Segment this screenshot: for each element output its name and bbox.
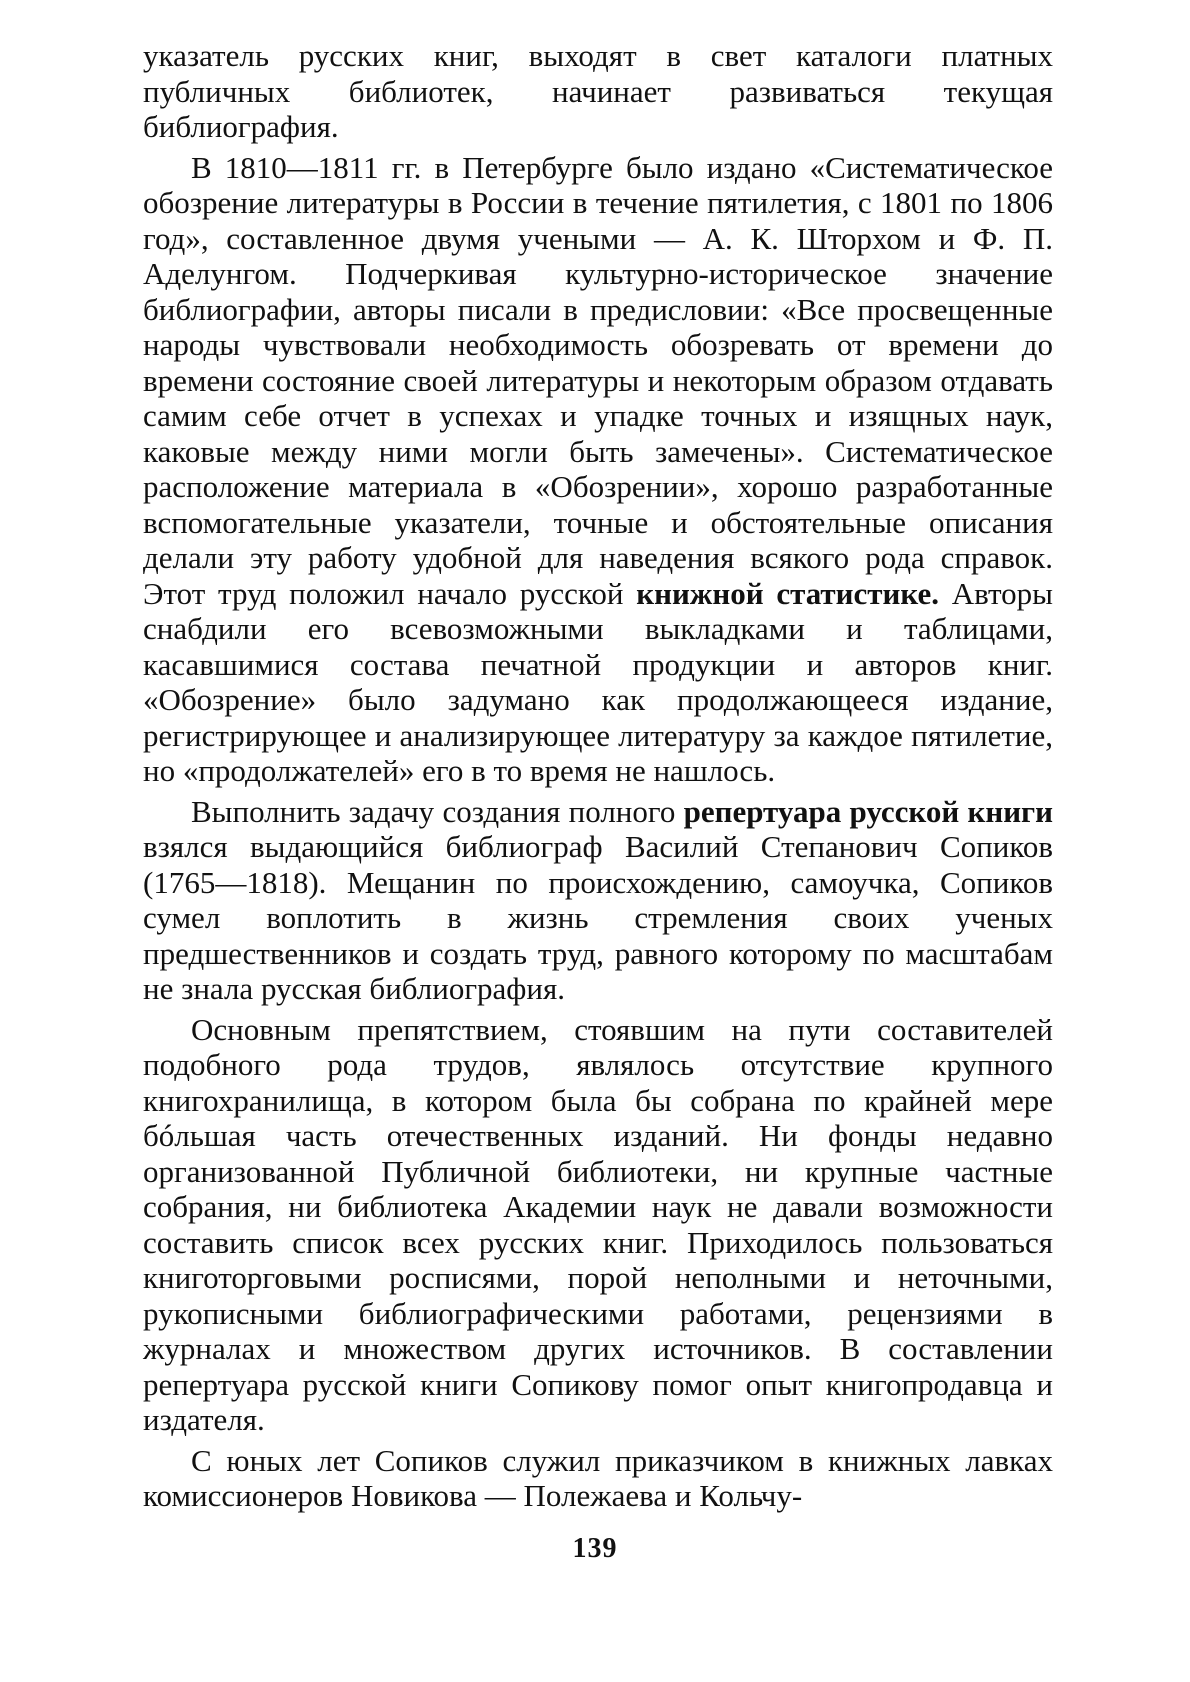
text-segment: Основным препятствием, стоявшим на пути составителей подобного рода трудов, являлось отсутствие крупного книгохранилища, в котором была бы собрана по крайней мере бóльшая часть отечественных изданий. Ни фонды недавно организованной Публичной библиотеки, ни крупные частные собрания, ни библиотека Академии наук не давали возможности составить список всех русских книг. Приходилось пользоваться книготорговыми росписями, порой неполными и неточными, рукописными библиографическими работами, рецензиями в журналах и множеством других источников. В составлении репертуара русской книги Сопикову помог опыт книгопродавца и издателя. — [143, 1011, 1053, 1437]
bold-term-repertoire: репертуара русской книги — [683, 793, 1053, 829]
paragraph-5 — [143, 1443, 1053, 1514]
text-segment: В 1810—1811 гг. в Петербурге было издано «Систематическое обозрение литературы в России в течение пятилетия, с 1801 по 1806 год», составленное двумя учеными — А. К. Шторхом и Ф. П. Аделунгом. Подчеркивая культурно-историческое значение библиографии, авторы писали в предисловии: «Все просвещенные народы чувствовали необходимость обозревать от времени до времени состояние своей литературы и некоторым образом отдавать самим себе отчет в успехах и упадке точных и изящных наук, каковые между ними могли быть замечены». Систематическое расположение материала в «Обозрении», хорошо разработанные вспомогательные указатели, точные и обстоятельные описания делали эту работу удобной для наведения всякого рода справок. Этот труд положил начало русской — [143, 149, 1053, 611]
paragraph-2 — [143, 150, 1053, 789]
text-segment: Выполнить задачу создания полного — [191, 793, 684, 829]
paragraph-4 — [143, 1012, 1053, 1438]
body-text — [143, 38, 1053, 1514]
paragraph-1 — [143, 38, 1053, 145]
text-segment: указатель русских книг, выходят в свет каталоги платных публичных библиотек, начинает развиваться текущая библиография. — [143, 38, 1053, 144]
text-segment: С юных лет Сопиков служил приказчиком в книжных лавках комиссионеров Новикова — Полежаева и Кольчу- — [143, 1442, 1053, 1513]
text-segment: Авторы снабдили его всевозможными выкладками и таблицами, касавшимися состава печатной продукции и авторов книг. «Обозрение» было задумано как продолжающееся издание, регистрирующее и анализирующее литературу за каждое пятилетие, но «продолжателей» его в то время не нашлось. — [143, 575, 1053, 788]
page-number: 139 — [572, 1533, 618, 1564]
text-segment: взялся выдающийся библиограф Василий Степанович Сопиков (1765—1818). Мещанин по происхождению, самоучка, Сопиков сумел воплотить в жизнь стремления своих ученых предшественников и создать труд, равного которому по масштабам не знала русская библиография. — [143, 829, 1053, 1006]
bold-term-book-statistics: книжной статистике. — [636, 575, 939, 611]
paragraph-3 — [143, 794, 1053, 1007]
